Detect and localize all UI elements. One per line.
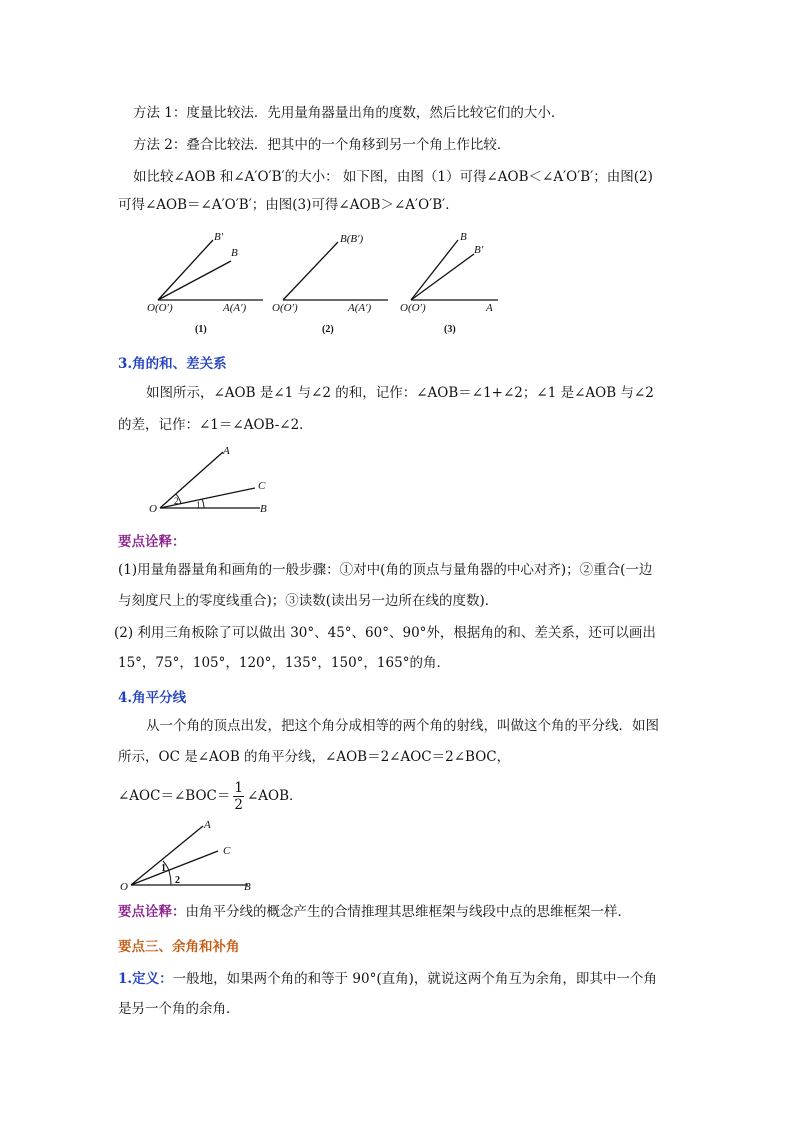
figure-2-diagram: [270, 228, 395, 343]
bisect-label-b: B: [244, 881, 251, 893]
fig3-caption: (3): [444, 324, 456, 335]
method-2-text: 方法 2：叠合比较法．把其中的一个角移到另一个角上作比较．: [133, 137, 511, 153]
fig1-label-a: A(A′): [223, 302, 247, 314]
fraction-numerator: 1: [234, 780, 243, 796]
bisect-label-a: A: [204, 819, 211, 831]
ray-ob: [283, 242, 338, 300]
fig2-label-a: A(A′): [348, 302, 372, 314]
fig2-label-o: O(O′): [272, 302, 298, 314]
fig2-label-b: B(B′): [340, 233, 364, 245]
definition-line1: [118, 964, 678, 994]
ray-oa: [131, 826, 203, 885]
definition-line2: 是另一个角的余角．: [118, 1001, 240, 1017]
note-1-line3: (2) 利用三角板除了可以做出 30°、45°、60°、90°外，根据角的和、差关系，还可以画出: [114, 625, 656, 641]
bisect-label-angle2: 2: [175, 875, 180, 886]
fraction-one-half: [233, 780, 244, 813]
fig1-label-o: O(O′): [147, 302, 173, 314]
note-2-heading: 要点诠释：: [118, 904, 186, 920]
bisect-label-o: O: [120, 881, 128, 893]
bisect-label-c: C: [223, 845, 231, 857]
ray-ob: [158, 261, 231, 300]
section-4-text-line3: [118, 776, 678, 816]
section-4-text-line1: 从一个角的顶点出发，把这个角分成相等的两个角的射线，叫做这个角的平分线．如图: [146, 718, 659, 734]
angle-bisector-diagram: [118, 814, 268, 894]
sum-label-c: C: [258, 480, 266, 492]
note-2-paragraph: [118, 897, 678, 927]
note-2-text: 由角平分线的概念产生的合情推理其思维框架与线段中点的思维框架一样．: [185, 904, 631, 920]
bisect-label-angle1: 1: [161, 863, 166, 874]
section-4-heading: 4.角平分线: [118, 690, 187, 706]
section-3-heading: 3.角的和、差关系: [118, 356, 227, 372]
key-point-three-heading: 要点三、余角和补角: [118, 939, 240, 955]
sum-label-a: A: [223, 445, 230, 457]
fig3-label-bprime: B′: [474, 244, 484, 256]
bisector-equation-start: ∠AOC＝∠BOC＝: [118, 788, 231, 804]
note-1-line1: (1)用量角器量角和画角的一般步骤：①对中(角的顶点与量角器的中心对齐)；②重合(一边: [118, 562, 653, 578]
ray-oa: [160, 452, 223, 508]
fraction-denominator: 2: [234, 797, 243, 813]
angle-sum-diagram: [145, 442, 275, 517]
bisector-equation-end: ∠AOB．: [246, 788, 303, 804]
section-4-text-line2: 所示，OC 是∠AOB 的角平分线，∠AOB＝2∠AOC＝2∠BOC，: [118, 749, 511, 765]
ray-ob-prime: [158, 240, 213, 300]
fig3-label-a: A: [486, 302, 493, 314]
definition-text: 一般地，如果两个角的和等于 90°(直角)，就说这两个角互为余角，即其中一个角: [172, 971, 657, 987]
note-1-line2: 与刻度尺上的零度线重合)；③读数(读出另一边所在线的度数)．: [118, 593, 499, 609]
sum-label-angle2: 2: [174, 496, 179, 506]
ray-ob: [411, 240, 458, 300]
sum-label-b: B: [260, 503, 267, 515]
fig1-label-b: B: [231, 247, 238, 259]
fig1-caption: (1): [195, 324, 207, 335]
figure-1-diagram: [145, 228, 270, 343]
sum-label-angle1: 1: [196, 500, 201, 510]
fig3-label-b: B: [460, 231, 467, 243]
note-1-line4: 15°，75°，105°，120°，135°，150°，165°的角．: [118, 655, 450, 671]
sum-label-o: O: [149, 503, 157, 515]
method-1-text: 方法 1：度量比较法．先用量角器量出角的度数，然后比较它们的大小．: [133, 105, 565, 121]
compare-text-line2: 可得∠AOB＝∠A′O′B′；由图(3)可得∠AOB＞∠A′O′B′．: [118, 197, 459, 213]
fig1-label-bprime: B′: [214, 231, 224, 243]
section-3-text-line1: 如图所示，∠AOB 是∠1 与∠2 的和，记作：∠AOB＝∠1+∠2；∠1 是∠AOB 与∠2: [146, 385, 654, 401]
figure-3-diagram: [398, 228, 523, 343]
angle-2-arc: [169, 871, 171, 885]
note-1-heading: 要点诠释：: [118, 534, 186, 550]
ray-ob-prime: [411, 254, 474, 300]
compare-text-line1: 如比较∠AOB 和∠A′O′B′的大小： 如下图，由图（1）可得∠AOB＜∠A′O′B′；由图(2): [133, 169, 653, 185]
definition-heading: 1.定义：: [118, 971, 173, 987]
angle-1-arc: [202, 499, 204, 508]
section-3-text-line2: 的差，记作：∠1＝∠AOB-∠2．: [118, 417, 313, 433]
fig3-label-o: O(O′): [400, 302, 426, 314]
fig2-caption: (2): [322, 324, 334, 335]
